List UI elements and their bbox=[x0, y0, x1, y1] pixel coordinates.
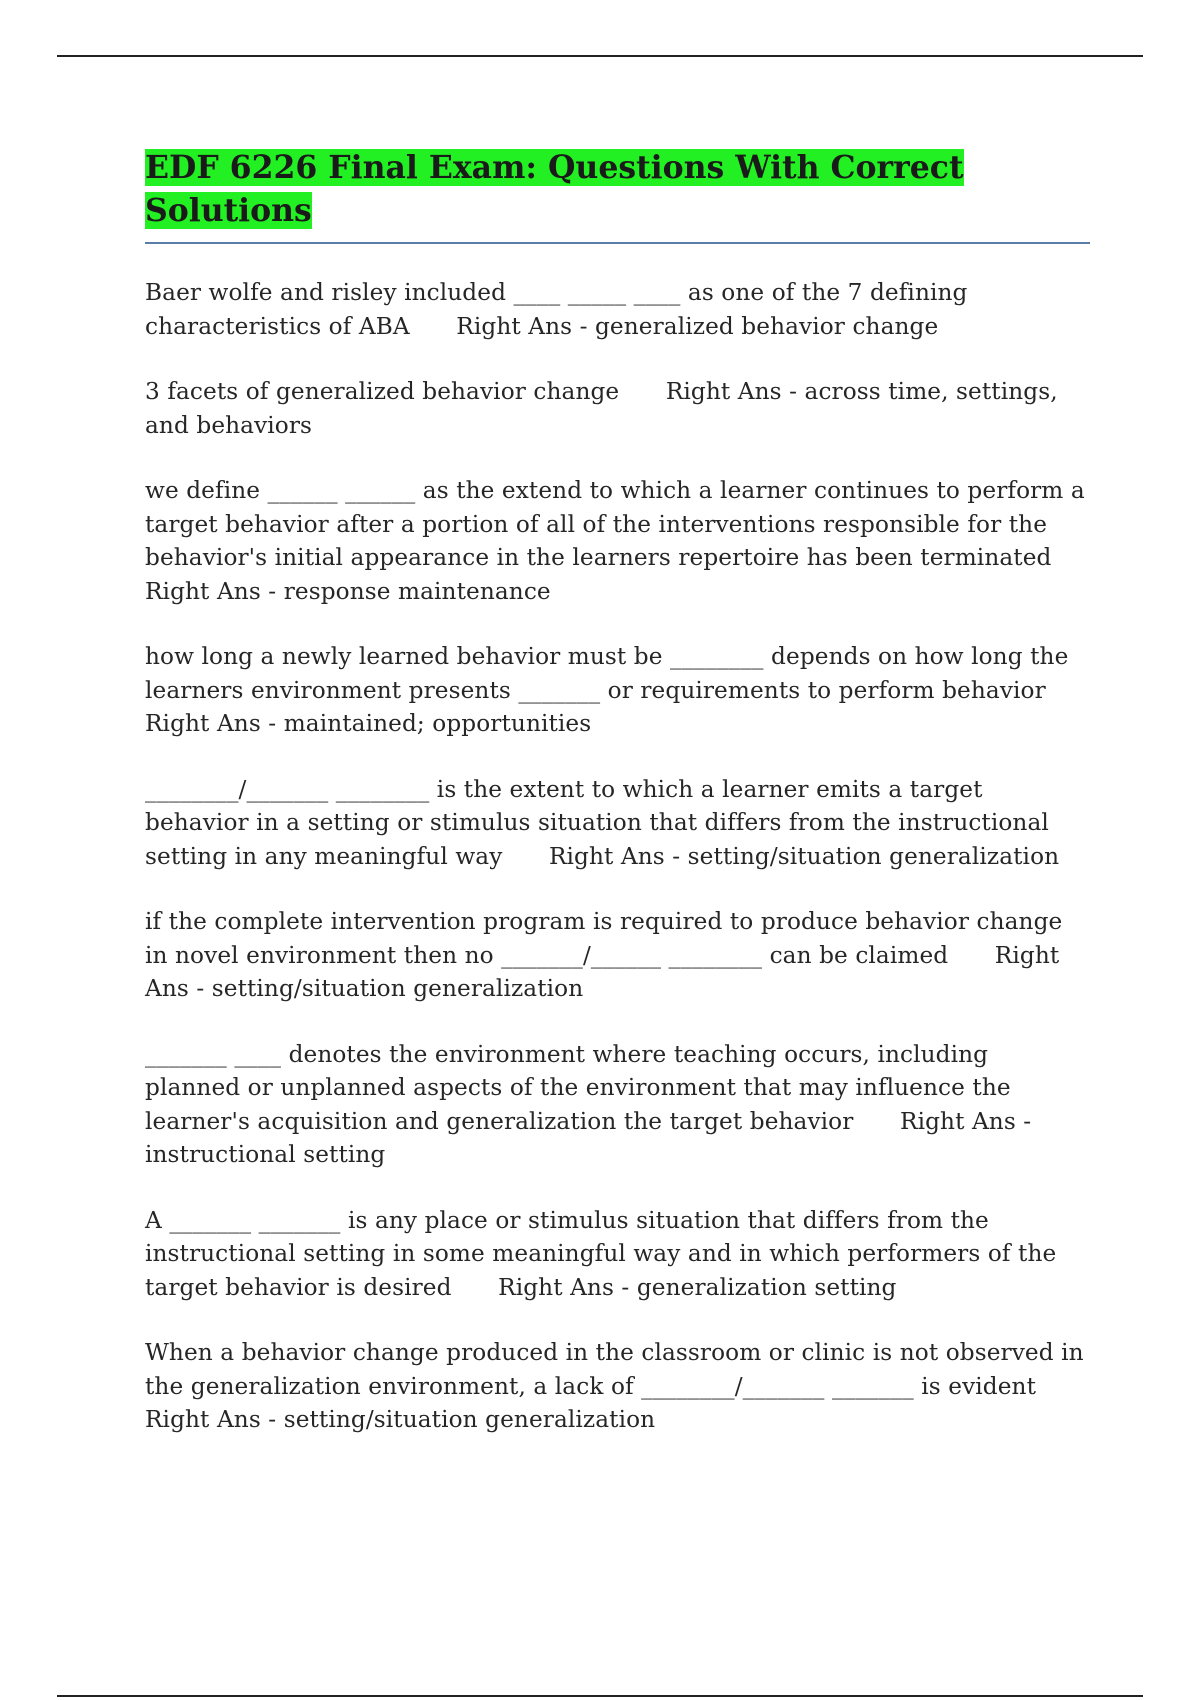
answer-text: Right Ans - instructional setting bbox=[145, 1107, 1039, 1168]
question-text: A _______ _______ is any place or stimulus situation that differs from the instructional setting in some meaningful way and in which performers of the target behavior is desired bbox=[145, 1206, 1057, 1301]
document-title bbox=[145, 146, 1090, 232]
answer-text: Right Ans - setting/situation generalization bbox=[548, 842, 1060, 870]
question-text: ________/_______ ________ is the extent to which a learner emits a target behavior in a setting or stimulus situation that differs from the instructional setting in any meaningful way bbox=[145, 775, 1049, 870]
page-header-rule bbox=[57, 55, 1143, 57]
answer-text: Right Ans - setting/situation generalization bbox=[145, 941, 1067, 1002]
question-text: 3 facets of generalized behavior change bbox=[145, 378, 620, 405]
answer-text: Right Ans - across time, settings, and behaviors bbox=[145, 378, 1066, 439]
qa-item bbox=[145, 773, 1090, 874]
question-text: how long a newly learned behavior must be ________ depends on how long the learners environment presents _______ or requirements to perform behavior bbox=[145, 643, 1069, 704]
document-title-text: EDF 6226 Final Exam: Questions With Correct Solutions bbox=[145, 149, 964, 229]
qa-item bbox=[145, 905, 1090, 1006]
qa-item bbox=[145, 640, 1090, 741]
answer-text: Right Ans - generalization setting bbox=[498, 1273, 897, 1301]
title-underline-rule bbox=[145, 242, 1090, 244]
question-text: we define ______ ______ as the extend to which a learner continues to perform a target behavior after a portion of all of the interventions responsible for the behavior's initial appearance in the learners repertoire has been terminated bbox=[145, 477, 1085, 571]
question-text: _______ ____ denotes the environment where teaching occurs, including planned or unplanned aspects of the environment that may influence the learner's acquisition and generalization the target behavior bbox=[145, 1040, 1011, 1135]
qa-item bbox=[145, 1204, 1090, 1305]
question-text: When a behavior change produced in the classroom or clinic is not observed in the generalization environment, a lack of ________/_______ _______ is evident bbox=[145, 1339, 1084, 1400]
qa-item bbox=[145, 474, 1090, 608]
qa-list bbox=[145, 276, 1090, 1437]
qa-item bbox=[145, 1336, 1090, 1437]
question-text: if the complete intervention program is required to produce behavior change in novel environment then no _______/______ ________ can be claimed bbox=[145, 908, 1063, 969]
answer-text: Right Ans - setting/situation generalization bbox=[145, 1406, 656, 1433]
question-text: Baer wolfe and risley included ____ _____ ____ as one of the 7 defining characteristics of ABA bbox=[145, 279, 968, 340]
document-body bbox=[145, 146, 1090, 1469]
qa-item bbox=[145, 1038, 1090, 1172]
qa-item bbox=[145, 375, 1090, 442]
answer-text: Right Ans - maintained; opportunities bbox=[145, 710, 592, 737]
answer-text: Right Ans - generalized behavior change bbox=[456, 312, 939, 340]
answer-text: Right Ans - response maintenance bbox=[145, 577, 551, 605]
qa-item bbox=[145, 276, 1090, 343]
page-footer-rule bbox=[57, 1695, 1143, 1697]
